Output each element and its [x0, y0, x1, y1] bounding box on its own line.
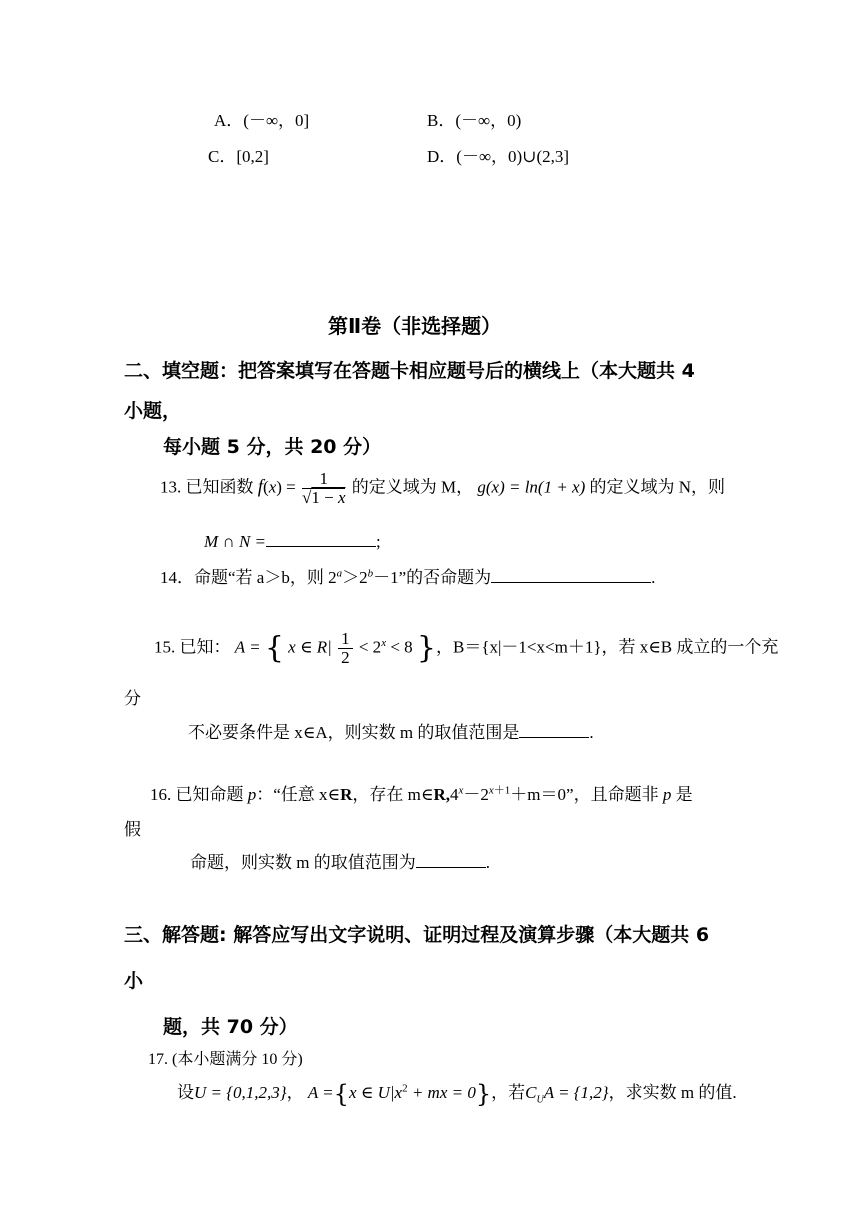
q17-a-set-lhs: A =	[307, 1083, 334, 1102]
q16-end: .	[485, 853, 490, 872]
q15-fraction: $\frac{1}{2}$	[338, 630, 353, 667]
q15-set-a-inner: x ∈ R|	[288, 637, 332, 657]
question-14: 14．命题“若 a＞b，则 $2^a>2^b-1$”的否命题为 .	[160, 567, 656, 587]
q17-title: 17. (本小题满分 10 分)	[148, 1051, 303, 1068]
q14-end: .	[651, 568, 656, 587]
q14-answer-blank	[491, 568, 651, 583]
q17-line-d: ，求实数 m 的值.	[608, 1083, 737, 1102]
question-15: 15. 已知： A = { x ∈ R| $\frac{1}{2}$ < $2^x < 8$ }，B＝{x|－1<x<m＋1}，若 x∈B 成立的一个充	[154, 629, 779, 667]
part3-heading-line2: 小	[124, 970, 144, 992]
q13-suffix: 的定义域为 N，则	[589, 477, 726, 497]
q13-end: ;	[376, 532, 381, 551]
q16-line1a: 16. 已知命题	[150, 785, 248, 804]
q13-answer-blank	[266, 532, 376, 547]
q15-set-a-lhs: A =	[234, 637, 261, 657]
q13-g-expr: g(x) = ln(1 + x)	[477, 477, 586, 497]
q13-line2: M ∩ N =	[204, 532, 266, 551]
option-a: A．(－∞，0]	[214, 111, 310, 130]
fill-heading-line1: 二、填空题：把答案填写在答题卡相应题号后的横线上（本大题共 4	[124, 360, 695, 382]
q16-line1b: ：“任意 x∈	[256, 785, 341, 804]
q17-a-set-rest: + mx = 0	[407, 1083, 476, 1102]
option-b: B．(－∞，0)	[427, 111, 522, 130]
q15-set-a-rhs: < 2	[358, 637, 382, 657]
q17-line-c: ，若	[491, 1083, 526, 1102]
question-15-line3	[188, 718, 594, 743]
part3-heading-line3: 题，共 70 分）	[163, 1016, 298, 1038]
q14-mid2: －1”的否命题为	[373, 568, 492, 587]
q13-prefix: 13. 已知函数	[160, 477, 254, 497]
q15-prefix: 15. 已知：	[154, 637, 231, 657]
q16-line3: 命题，则实数 m 的取值范围为	[190, 853, 416, 872]
fill-heading-line2: 小题，	[124, 400, 182, 422]
q15-answer-blank	[519, 723, 589, 738]
question-16: 16. 已知命题 p：“任意 x∈R，存在 $m\in R,4^x-2^{x+1}+m=0$”，且命题非 p 是	[150, 784, 693, 804]
q16-line1e: －2	[463, 785, 489, 804]
q17-line-b: ，	[286, 1083, 304, 1102]
question-17-body: 设U = {0,1,2,3}， A ={x ∈ $U|x^2$ + mx = 0}，若$C_UA = \{1,2\}$，求实数 m 的值.	[177, 1080, 737, 1109]
q16-answer-blank	[416, 853, 486, 868]
q15-line3: 不必要条件是 x∈A，则实数 m 的取值范围是	[188, 723, 520, 742]
q17-line-a: 设	[177, 1083, 194, 1102]
q15-end: .	[589, 723, 594, 742]
q16-line1c: ，存在 m∈	[352, 785, 434, 804]
q17-a-set-inner: x ∈ U|x	[348, 1083, 403, 1102]
question-13: 13. 已知函数 f(x) = $\frac{1}{√1 - x}$ 的定义域为 M， g(x) = ln(1 + x) 的定义域为 N，则	[160, 469, 726, 507]
part3-heading-line1: 三、解答题: 解答应写出文字说明、证明过程及演算步骤（本大题共 6	[124, 924, 710, 946]
q17-u-set: U = {0,1,2,3}	[194, 1083, 287, 1102]
option-d: D．(－∞，0)∪(2,3]	[427, 147, 570, 166]
q16-line1f: ＋m＝0”，且命题非	[510, 785, 663, 804]
fill-heading-line3: 每小题 5 分，共 20 分）	[163, 436, 382, 458]
question-13-line2	[204, 532, 381, 552]
q17-c-rest: A = {1,2}	[543, 1083, 609, 1102]
option-c: C．[0,2]	[208, 147, 269, 166]
part2-title: 第Ⅱ卷（非选择题）	[328, 314, 502, 338]
q16-line2: 假	[124, 820, 141, 839]
q15-line2: 分	[124, 689, 141, 708]
q15-set-a-end: < 8	[390, 637, 413, 657]
q14-mid: ＞2	[342, 568, 368, 587]
q15-set-b: ，B＝{x|－1<x<m＋1}，若 x∈B 成立的一个充	[436, 637, 779, 657]
q13-mid: 的定义域为 M，	[351, 477, 474, 497]
q16-line1d: 4	[450, 785, 459, 804]
q14-prefix: 14．命题“若 a＞b，则 2	[160, 568, 337, 587]
q17-c-set: C	[525, 1083, 537, 1102]
q16-line1g: 是	[671, 785, 693, 804]
question-16-line3	[190, 848, 490, 873]
q13-fraction: $\frac{1}{√1 - x}$	[302, 469, 346, 507]
